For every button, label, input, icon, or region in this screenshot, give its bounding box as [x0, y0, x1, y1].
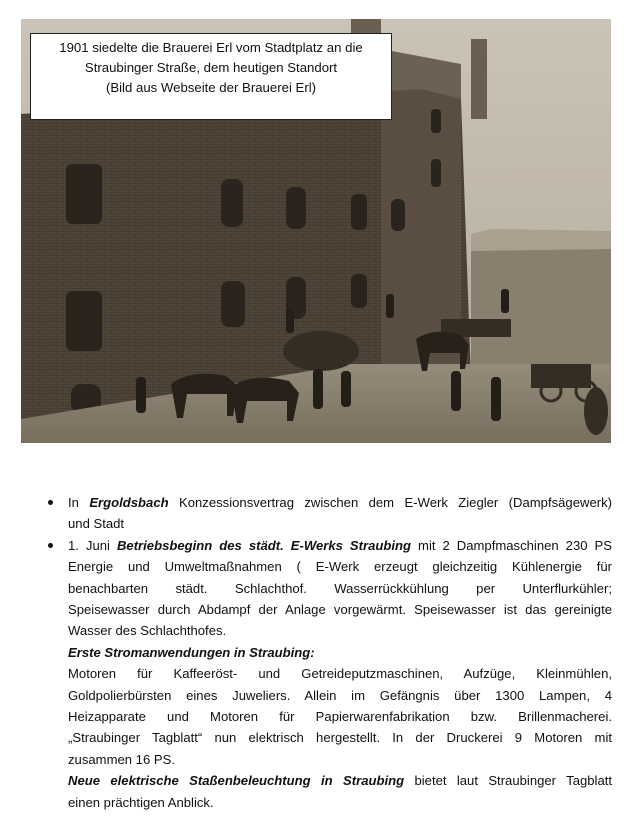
- line-text: Konzessionsvertrag zwischen dem E-Werk Ziegler (Dampfsägewerk): [168, 495, 612, 510]
- emphasis-text: Ergoldsbach: [89, 495, 169, 510]
- bullet-icon: [48, 535, 56, 556]
- text-line: benachbarten städt. Schlachthof. Wasserrückkühlung per Unterflurkühler;: [68, 580, 612, 596]
- event-list: [48, 492, 612, 813]
- section-heading: Erste Stromanwendungen in Straubing:: [68, 644, 315, 660]
- text-line: Energie und Umweltmaßnahmen ( E-Werk erzeugt gleichzeitig Kühlenergie für: [68, 559, 612, 575]
- bullet-icon: [48, 492, 56, 513]
- list-item: [48, 535, 612, 813]
- text-line: Goldpolierbürsten eines Juweliers. Allein im Gefängnis über 1300 Lampen, 4: [68, 687, 612, 703]
- emphasis-text: Neue elektrische Staßenbeleuchtung in Straubing: [68, 773, 405, 789]
- line-text: In: [68, 495, 90, 510]
- text-line: einen prächtigen Anblick.: [68, 794, 214, 810]
- text-line: zusammen 16 PS.: [68, 751, 175, 767]
- emphasis-text: Betriebsbeginn des städt. E-Werks Straubing: [116, 537, 412, 553]
- text-line: [68, 535, 612, 556]
- text-line: Wasser des Schlachthofes.: [68, 623, 227, 639]
- caption-line: 1901 siedelte die Brauerei Erl vom Stadtplatz an die: [59, 40, 363, 55]
- text-line: „Straubinger Tagblatt“ nun elektrisch hergestellt. In der Druckerei 9 Motoren mit: [68, 730, 612, 746]
- text-line: Motoren für Kaffeeröst- und Getreideputzmaschinen, Aufzüge, Kleinmühlen,: [68, 666, 612, 682]
- photo-caption: [30, 33, 392, 120]
- text-line: Speisewasser durch Abdampf der Anlage vorgewärmt. Speisewasser ist das gereinigte: [68, 602, 612, 618]
- line-text: mit 2 Dampfmaschinen 230 PS: [411, 537, 612, 553]
- text-line: [68, 492, 612, 513]
- caption-line: Straubinger Straße, dem heutigen Standort: [84, 60, 338, 75]
- line-text: bietet laut Straubinger Tagblatt: [404, 773, 613, 789]
- text-line: und Stadt: [68, 516, 125, 532]
- line-text: 1. Juni: [68, 537, 117, 553]
- caption-line: (Bild aus Webseite der Brauerei Erl): [105, 80, 317, 95]
- list-item: [48, 492, 612, 535]
- text-line: Heizapparate und Motoren für Papierwarenfabrikation bzw. Brillenmacherei.: [68, 709, 612, 725]
- text-line: [68, 770, 612, 791]
